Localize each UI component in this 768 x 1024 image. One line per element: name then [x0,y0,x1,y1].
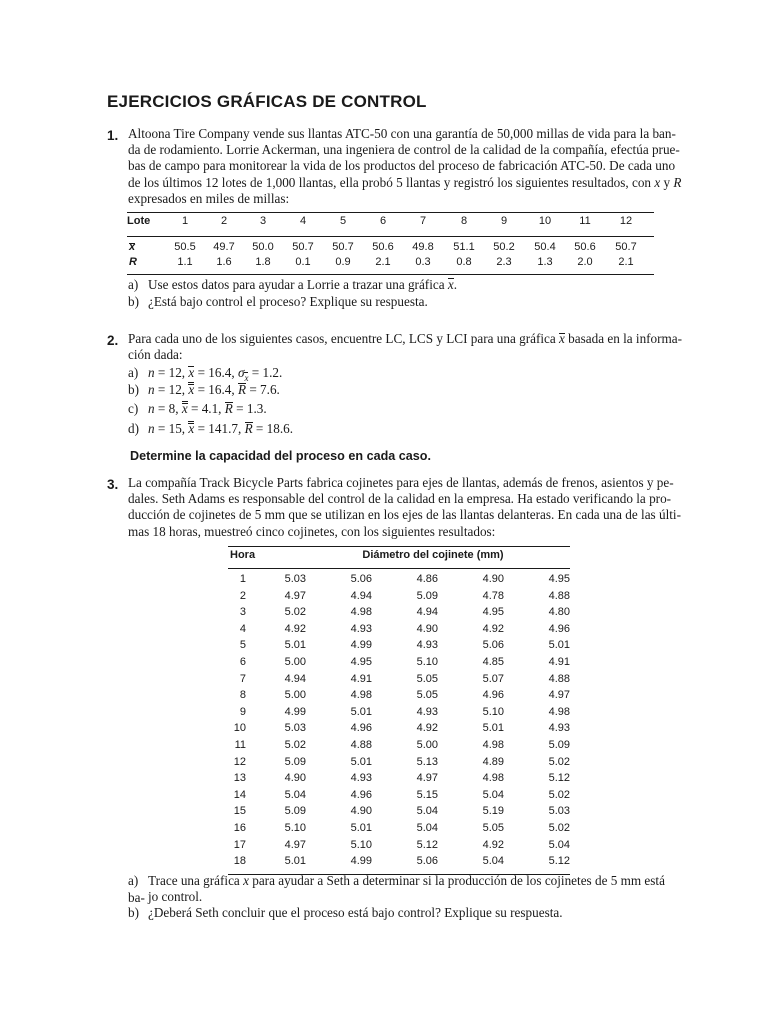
question-3-line-1: La compañía Track Bicycle Parts fabrica cojinetes para ejes de llantas, además de frenos, asientos y pe- [128,475,674,490]
x-bar-cell: 50.5 [174,241,196,253]
diameter-cell: 5.10 [482,705,504,718]
diameter-cell: 5.02 [284,739,306,751]
diameter-cell: 4.96 [350,722,372,735]
table-row [228,789,570,805]
diameter-cell: 5.06 [482,639,504,652]
range-cell: 0.3 [415,256,431,268]
diameter-cell: 5.05 [416,689,438,702]
diameter-cell: 5.10 [284,822,306,834]
table-row [228,822,570,838]
table-row [228,855,570,871]
diameter-cell: 4.98 [350,606,372,619]
diameter-cell: 5.03 [548,805,570,818]
x-bar-cell: 50.6 [372,241,394,253]
question-2c: c) n = 8, x = 4.1, R = 1.3. [128,401,267,416]
question-2d: d) n = 15, x = 141.7, R = 18.6. [128,421,294,436]
diameter-cell: 5.13 [416,755,438,768]
diameter-cell: 4.94 [416,606,438,619]
hour-cell: 5 [239,639,246,652]
question-3b: b) ¿Deberá Seth concluir que el proceso está bajo control? Explique su respuesta. [128,905,563,920]
lot-number-cell: 4 [299,215,307,227]
diameter-cell: 4.91 [548,656,570,668]
question-2b: b) n = 12, x = 16.4, R = 7.6. [128,382,280,397]
x-bar-cell: 50.2 [493,241,515,253]
question-1a: a) Use estos datos para ayudar a Lorrie a trazar una gráfica x. [128,277,458,292]
diameter-cell: 4.96 [548,622,570,635]
diameter-cell: 5.01 [548,639,570,652]
diameter-cell: 5.02 [548,788,570,801]
question-2a: a) n = 12, x = 16.4, $\sigma_x = 1.2$. [128,364,282,387]
diameter-cell: 4.93 [548,722,570,735]
diameter-cell: 5.02 [548,822,570,834]
question-2-number: 2. [107,333,119,348]
diameter-cell: 4.90 [482,573,504,585]
diameter-cell: 5.02 [284,606,306,619]
diameter-cell: 4.97 [416,772,438,785]
diameter-cell: 5.00 [284,656,306,668]
table-top-rule [228,546,570,547]
x-bar-cell: 49.8 [412,241,434,253]
hour-cell: 17 [233,838,246,851]
lot-number-cell: 1 [181,215,189,227]
x-bar-cell: 50.7 [615,241,637,253]
lot-number-cell: 3 [259,215,267,227]
table-row [228,673,570,689]
diameter-cell: 4.96 [350,788,372,801]
diameter-cell: 5.07 [482,672,504,685]
diameter-cell: 5.01 [350,755,372,768]
tire-data-table [127,212,654,276]
diameter-cell: 5.00 [284,689,306,702]
lot-number-cell: 5 [339,215,347,227]
diameter-cell: 5.02 [548,755,570,768]
hour-cell: 18 [233,855,246,868]
diameter-cell: 5.01 [284,639,306,652]
table-header-row [228,549,570,565]
hour-cell: 3 [239,606,246,619]
diameter-cell: 4.88 [548,589,570,602]
question-3-line-2: dales. Seth Adams es responsable del control de la calidad en la empresa. Ha estado verificando la pro- [128,491,672,507]
diameter-cell: 5.12 [548,772,570,785]
diameter-cell: 5.12 [548,855,570,868]
table-row [228,756,570,772]
diameter-cell: 5.06 [350,573,372,585]
lot-header: Lote [127,215,151,227]
lot-number-cell: 2 [220,215,228,227]
lot-number-cell: 11 [579,215,591,227]
hour-cell: 9 [239,705,246,718]
range-cell: 1.1 [177,256,193,268]
diameter-cell: 4.98 [350,689,372,702]
question-1-number: 1. [107,128,119,143]
table-row [228,689,570,705]
lot-number-cell: 9 [500,215,508,227]
process-capability-note: Determine la capacidad del proceso en cada caso. [130,449,431,463]
table-row [228,839,570,855]
x-bar-row [127,241,654,257]
diameter-cell: 5.04 [284,788,306,801]
diameter-cell: 4.80 [548,606,570,619]
range-cell: 0.9 [335,256,351,268]
x-bar-cell: 50.6 [574,241,596,253]
diameter-cell: 4.90 [416,622,438,635]
hour-cell: 12 [233,755,246,768]
diameter-cell: 5.04 [482,855,504,868]
diameter-cell: 4.93 [350,772,372,785]
diameter-cell: 4.98 [548,705,570,718]
question-2-line-2: ción dada: [128,347,183,363]
diameter-cell: 4.93 [416,705,438,718]
hour-cell: 2 [239,589,246,602]
hour-cell: 14 [233,788,246,801]
diameter-cell: 4.93 [350,622,372,635]
question-1-text [128,126,682,207]
hour-cell: 7 [239,672,246,685]
diameter-cell: 4.90 [284,772,306,785]
question-1b: b) ¿Está bajo control el proceso? Explique su respuesta. [128,294,428,309]
lot-number-cell: 12 [619,215,633,227]
table-row [228,639,570,655]
diameter-cell: 4.99 [350,639,372,652]
diameter-cell: 5.04 [416,805,438,818]
range-cell: 1.8 [255,256,271,268]
table-row [228,623,570,639]
range-cell: 2.1 [375,256,391,268]
table-header-row [127,215,654,233]
table-header-rule [228,568,570,569]
diameter-cell: 5.04 [482,788,504,801]
question-3-line-3: ducción de cojinetes de 5 mm que se utilizan en los ejes de las llantas delanteras. En cada una de las últi- [128,507,681,523]
range-row [127,256,654,272]
hour-cell: 13 [233,772,246,785]
diameter-cell: 4.91 [350,672,372,685]
range-cell: 2.0 [577,256,593,268]
question-1-line-1: Altoona Tire Company vende sus llantas ATC-50 con una garantía de 50,000 millas de vida para la ban- [128,126,676,141]
diameter-header: Diámetro del cojinete (mm) [362,549,504,561]
diameter-cell: 4.95 [350,656,372,668]
range-cell: 0.1 [295,256,311,268]
question-1-line-4: de los últimos 12 lotes de 1,000 llantas, ella probó 5 llantas y registró los siguientes resultados, con x y R [128,174,682,190]
diameter-cell: 4.92 [482,838,504,851]
range-label: R [129,256,137,268]
table-row [228,805,570,821]
range-cell: 0.8 [456,256,472,268]
diameter-cell: 4.89 [482,755,504,768]
lot-number-cell: 6 [379,215,387,227]
table-bottom-rule [127,274,654,275]
table-row [228,722,570,738]
x-bar-cell: 51.1 [453,241,475,253]
range-cell: 2.1 [618,256,634,268]
diameter-cell: 4.92 [482,622,504,635]
diameter-cell: 4.96 [482,689,504,702]
question-2-text [128,331,683,363]
diameter-cell: 4.97 [548,689,570,702]
table-row [228,590,570,606]
diameter-cell: 5.04 [548,838,570,851]
diameter-cell: 4.94 [284,672,306,685]
diameter-cell: 4.88 [548,672,570,685]
hour-cell: 6 [239,656,246,668]
diameter-cell: 5.05 [482,822,504,834]
table-row [228,706,570,722]
diameter-cell: 5.00 [416,739,438,751]
diameter-cell: 4.90 [350,805,372,818]
diameter-cell: 5.01 [350,822,372,834]
table-top-rule [127,212,654,213]
table-row [228,739,570,755]
hour-cell: 10 [233,722,246,735]
table-row [228,573,570,589]
question-3-line-4: mas 18 horas, muestreó cinco cojinetes, con los siguientes resultados: [128,523,496,539]
table-header-rule [127,236,654,237]
question-1-line-2: da de rodamiento. Lorrie Ackerman, una ingeniera de control de la calidad de la compañía, efectúa prue- [128,142,680,158]
table-row [228,606,570,622]
table-row [228,772,570,788]
hour-cell: 15 [233,805,246,818]
diameter-cell: 5.19 [482,805,504,818]
diameter-cell: 5.09 [284,805,306,818]
diameter-cell: 4.85 [482,656,504,668]
lot-number-cell: 7 [419,215,427,227]
hour-cell: 11 [234,739,246,751]
x-bar-cell: 50.0 [252,241,274,253]
diameter-cell: 4.95 [548,573,570,585]
question-1-line-3: bas de campo para monitorear la vida de los productos del proceso de fabricación ATC-50. De cada uno [128,158,676,174]
range-cell: 2.3 [496,256,512,268]
table-row [228,656,570,672]
hour-header: Hora [230,549,256,561]
question-3-number: 3. [107,477,119,492]
lot-number-cell: 10 [538,215,552,227]
x-bar-cell: 50.7 [332,241,354,253]
hour-cell: 16 [233,822,246,834]
diameter-cell: 4.92 [416,722,438,735]
diameter-cell: 4.88 [350,739,372,751]
hour-cell: 8 [239,689,246,702]
diameter-cell: 4.98 [482,739,504,751]
diameter-cell: 5.05 [416,672,438,685]
question-1-line-5: expresados en miles de millas: [128,190,290,206]
diameter-cell: 4.86 [416,573,438,585]
lot-number-cell: 8 [460,215,468,227]
diameter-cell: 5.01 [350,705,372,718]
question-2-line-1: Para cada uno de los siguientes casos, encuentre LC, LCS y LCI para una gráfica x basada en la informa- [128,331,683,346]
diameter-cell: 5.03 [284,573,306,585]
question-3-text [128,475,681,540]
x-bar-cell: 49.7 [213,241,235,253]
diameter-cell: 5.15 [416,788,438,801]
range-cell: 1.6 [216,256,232,268]
diameter-cell: 4.94 [350,589,372,602]
hour-cell: 1 [239,573,246,585]
diameter-cell: 5.01 [482,722,504,735]
diameter-cell: 5.12 [416,838,438,851]
question-3a-continued: jo control. [148,889,203,904]
diameter-cell: 5.06 [416,855,438,868]
diameter-cell: 5.09 [284,755,306,768]
diameter-cell: 4.99 [284,705,306,718]
diameter-cell: 4.92 [284,622,306,635]
diameter-cell: 4.97 [284,589,306,602]
diameter-cell: 5.09 [416,589,438,602]
diameter-cell: 4.97 [284,838,306,851]
diameter-cell: 4.78 [482,589,504,602]
diameter-cell: 4.95 [482,606,504,619]
x-bar-label: x [129,241,136,253]
diameter-cell: 4.98 [482,772,504,785]
diameter-cell: 5.04 [416,822,438,834]
hour-cell: 4 [239,622,246,635]
x-bar-cell: 50.7 [292,241,314,253]
diameter-cell: 4.93 [416,639,438,652]
diameter-cell: 5.09 [548,739,570,751]
diameter-cell: 5.01 [284,855,306,868]
diameter-cell: 4.99 [350,855,372,868]
range-cell: 1.3 [537,256,553,268]
diameter-cell: 5.10 [350,838,372,851]
diameter-cell: 5.10 [416,656,438,668]
diameter-cell: 5.03 [284,722,306,735]
x-bar-cell: 50.4 [534,241,556,253]
question-3a: a) Trace una gráfica x para ayudar a Seth a determinar si la producción de los cojinetes de 5 mm está ba- [128,873,665,905]
document-title: EJERCICIOS GRÁFICAS DE CONTROL [107,92,427,111]
